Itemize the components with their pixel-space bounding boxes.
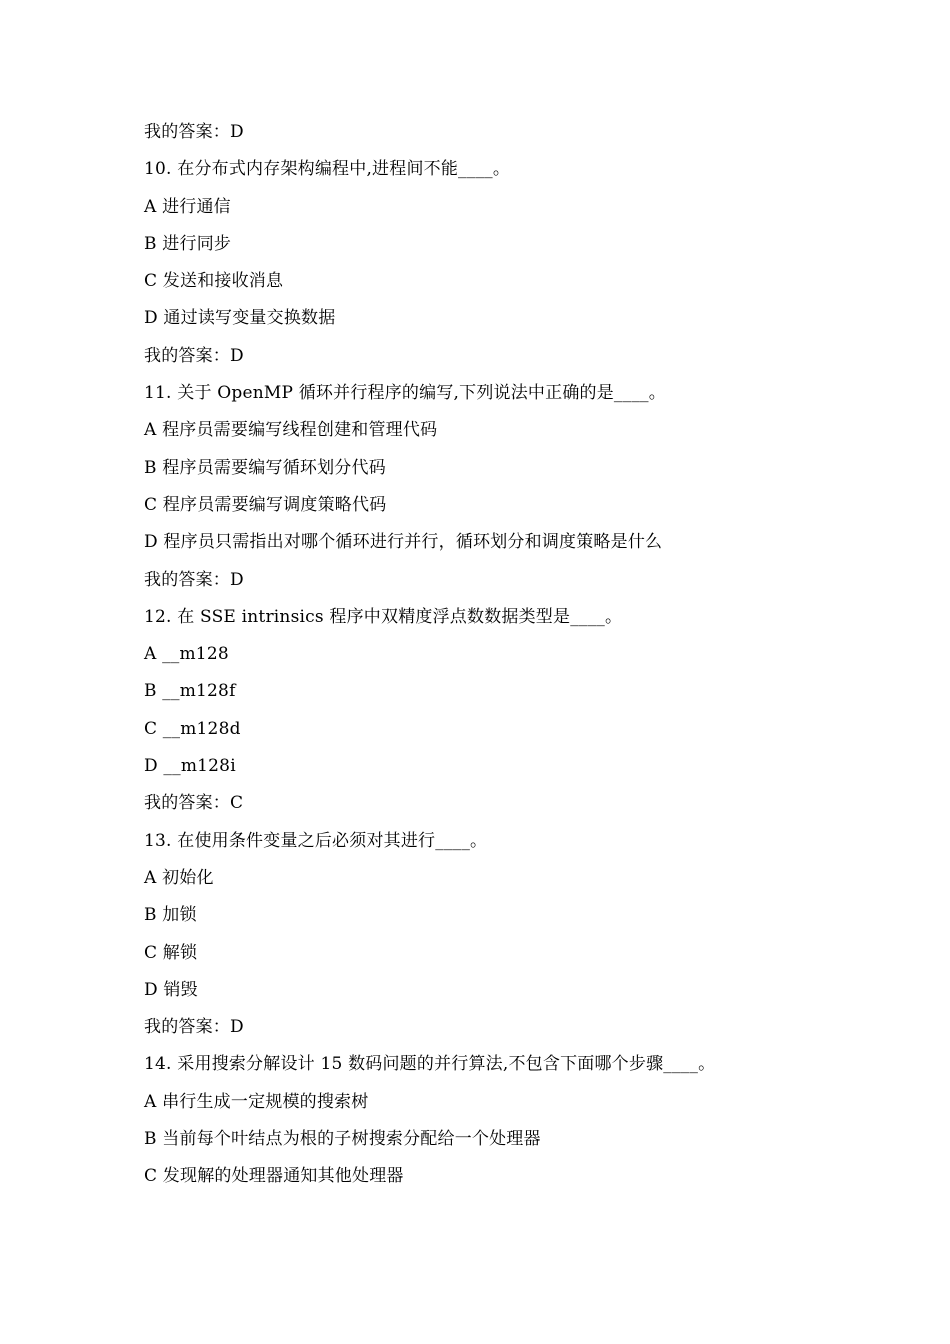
q13-option-a: A 初始化 xyxy=(144,867,214,888)
q10-option-b: B 进行同步 xyxy=(144,233,232,254)
answer-line-q9: 我的答案：D xyxy=(144,122,244,142)
q14-option-a: A 串行生成一定规模的搜索树 xyxy=(144,1091,369,1112)
q14-option-b: B 当前每个叶结点为根的子树搜索分配给一个处理器 xyxy=(144,1129,541,1150)
answer-line-q13: 我的答案：D xyxy=(144,1017,244,1038)
q12-option-a: A __m128 xyxy=(144,644,229,665)
question-14: 14. 采用搜索分解设计 15 数码问题的并行算法,不包含下面哪个步骤____。 xyxy=(144,1054,716,1075)
q11-option-a: A 程序员需要编写线程创建和管理代码 xyxy=(144,420,438,441)
q11-option-c: C 程序员需要编写调度策略代码 xyxy=(144,494,387,515)
q11-option-d: D 程序员只需指出对哪个循环进行并行，循环划分和调度策略是什么 xyxy=(144,532,663,553)
q11-option-b: B 程序员需要编写循环划分代码 xyxy=(144,457,386,478)
question-12: 12. 在 SSE intrinsics 程序中双精度浮点数数据类型是____。 xyxy=(144,606,623,627)
q13-option-b: B 加锁 xyxy=(144,905,197,926)
q10-option-a: A 进行通信 xyxy=(144,196,231,217)
question-13: 13. 在使用条件变量之后必须对其进行____。 xyxy=(144,830,488,851)
q12-option-d: D __m128i xyxy=(144,756,236,777)
answer-line-q11: 我的答案：D xyxy=(144,569,244,590)
q14-option-c: C 发现解的处理器通知其他处理器 xyxy=(144,1166,404,1187)
q13-option-d: D 销毁 xyxy=(144,979,198,1000)
q13-option-c: C 解锁 xyxy=(144,942,198,963)
question-10: 10. 在分布式内存架构编程中,进程间不能____。 xyxy=(144,159,511,180)
q10-option-d: D 通过读写变量交换数据 xyxy=(144,308,336,329)
document-content xyxy=(144,114,904,1196)
q12-option-b: B __m128f xyxy=(144,681,236,702)
answer-line-q12: 我的答案：C xyxy=(144,793,244,814)
question-11: 11. 关于 OpenMP 循环并行程序的编写,下列说法中正确的是____。 xyxy=(144,383,666,404)
answer-line-q10: 我的答案：D xyxy=(144,345,244,366)
q12-option-c: C __m128d xyxy=(144,718,241,739)
q10-option-c: C 发送和接收消息 xyxy=(144,271,284,292)
